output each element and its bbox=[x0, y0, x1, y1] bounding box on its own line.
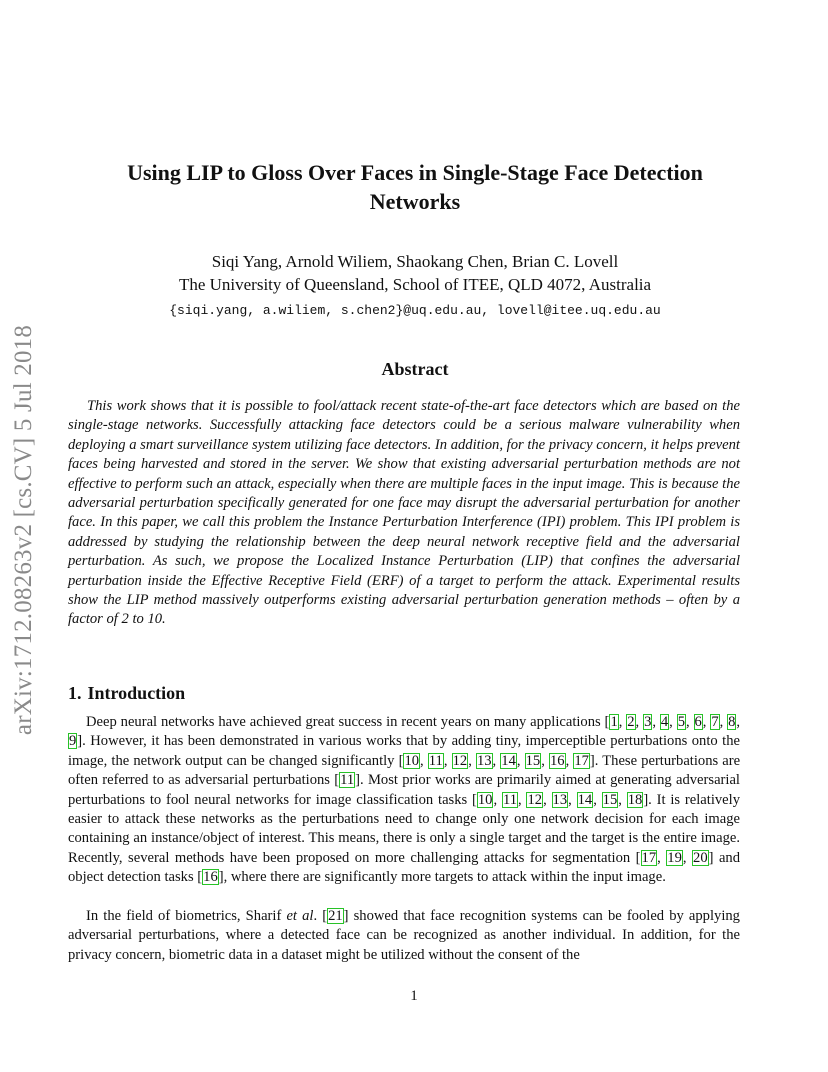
citation-group: 10, 11, 12, 13, 14, 15, 16, 17 bbox=[404, 752, 589, 769]
author-block bbox=[80, 250, 750, 296]
emphasis-et-al: et al bbox=[286, 908, 314, 924]
citation-link[interactable]: 19 bbox=[667, 849, 682, 866]
citation-group: 1, 2, 3, 4, 5, 6, 7, 8, 9 bbox=[69, 714, 741, 750]
abstract-text: This work shows that it is possible to fool/attack recent state-of-the-art face detectors which are based on the single-stage networks. Successfully attacking face detectors could be a serious malware vulnerability when deploying a smart surveillance system utilizing face detectors. In addition, for the privacy concern, it helps prevent faces being harvested and stored in the server. We show that existing adversarial perturbation methods are not effective to perform such an attack, especially when there are multiple faces in the input image. This is because the adversarial perturbation specifically generated for one face may disrupt the adversarial perturbation for another face. In this paper, we call this problem the Instance Perturbation Interference (IPI) problem. This IPI problem is addressed by studying the relationship between the deep neural network receptive field and the adversarial perturbation. As such, we propose the Localized Instance Perturbation (LIP) that confines the adversarial perturbation inside the Effective Receptive Field (ERF) of a target to perform the attack. Experimental results show the LIP method massively outperforms existing adversarial perturbation generation methods – often by a factor of 2 to 10. bbox=[68, 398, 740, 628]
citation-link[interactable]: 11 bbox=[340, 772, 355, 789]
citation-link[interactable]: 6 bbox=[694, 714, 702, 730]
section-heading-introduction bbox=[68, 681, 185, 705]
citation-link[interactable]: 14 bbox=[577, 791, 593, 808]
paragraph-text: Deep neural networks have achieved great success in recent years on many applications [ bbox=[86, 714, 610, 730]
citation-group bbox=[339, 772, 355, 788]
affiliation: The University of Queensland, School of ITEE, QLD 4072, Australia bbox=[178, 275, 652, 294]
citation-link[interactable]: 15 bbox=[525, 752, 541, 769]
citation-link[interactable]: 5 bbox=[677, 714, 685, 730]
section-number: 1. bbox=[68, 683, 82, 703]
citation-link[interactable]: 7 bbox=[711, 714, 719, 730]
citation-link[interactable]: 9 bbox=[69, 733, 77, 750]
citation-link[interactable]: 11 bbox=[502, 791, 517, 808]
citation-link[interactable]: 10 bbox=[404, 752, 420, 769]
citation-link[interactable]: 4 bbox=[660, 714, 669, 730]
section-title: Introduction bbox=[87, 683, 186, 703]
citation-link[interactable]: 18 bbox=[627, 791, 643, 808]
intro-paragraph-2 bbox=[68, 907, 740, 965]
citation-link[interactable]: 13 bbox=[476, 752, 492, 769]
citation-link[interactable]: 20 bbox=[693, 849, 708, 866]
citation-link[interactable]: 13 bbox=[552, 791, 568, 808]
author-names: Siqi Yang, Arnold Wiliem, Shaokang Chen, Brian C. Lovell bbox=[211, 252, 619, 271]
citation-link[interactable]: 2 bbox=[627, 714, 635, 730]
citation-group: 10, 11, 12, 13, 14, 15, 18 bbox=[477, 791, 643, 808]
author-emails: {siqi.yang, a.wiliem, s.chen2}@uq.edu.au, lovell@itee.uq.edu.au bbox=[169, 303, 661, 318]
paragraph-text: In the field of biometrics, Sharif bbox=[86, 908, 287, 924]
paragraph-text: ] showed that face recognition systems can be fooled by applying adversarial perturbations, where a detected face can be recognized as another individual. In addition, for the privacy concern, biometric data in a dataset might be utilized without the consent of the bbox=[68, 908, 740, 963]
paper-title: Using LIP to Gloss Over Faces in Single-Stage Face Detection Networks bbox=[127, 160, 703, 214]
arxiv-stamp bbox=[2, 300, 46, 760]
citation-link[interactable]: 11 bbox=[428, 752, 443, 769]
intro-paragraph-1 bbox=[68, 713, 740, 888]
citation-link[interactable]: 21 bbox=[328, 908, 343, 924]
paragraph-text: ] and object detection tasks [ bbox=[68, 849, 741, 886]
citation-link[interactable]: 17 bbox=[641, 849, 657, 866]
citation-link[interactable]: 8 bbox=[728, 714, 736, 730]
citation-link[interactable]: 16 bbox=[549, 752, 565, 769]
page-number: 1 bbox=[410, 988, 418, 1004]
citation-link[interactable]: 12 bbox=[527, 791, 543, 808]
paragraph-text: ]. It is relatively easier to attack these networks as the perturbations need to change only one network decision for each image containing an instance/object of interest. This means, there is only a single target and the target is the entire image. Recently, several methods have been proposed on more challenging attacks for segmentation [ bbox=[68, 791, 741, 866]
paragraph-text: . [ bbox=[313, 908, 328, 924]
citation-link[interactable]: 1 bbox=[610, 714, 618, 730]
citation-link[interactable]: 16 bbox=[203, 869, 218, 886]
citation-group bbox=[202, 869, 219, 885]
arxiv-identifier: arXiv:1712.08263v2 [cs.CV] 5 Jul 2018 bbox=[10, 324, 37, 736]
citation-group bbox=[327, 908, 344, 924]
citation-link[interactable]: 3 bbox=[644, 714, 652, 730]
citation-link[interactable]: 15 bbox=[602, 791, 618, 808]
citation-link[interactable]: 14 bbox=[501, 752, 516, 769]
citation-link[interactable]: 12 bbox=[452, 752, 468, 769]
paragraph-text: ], where there are significantly more targets to attack within the input image. bbox=[218, 869, 666, 886]
paragraph-text: ]. These perturbations are often referred to as adversarial perturbations [ bbox=[68, 752, 741, 789]
citation-link[interactable]: 10 bbox=[477, 791, 493, 808]
paragraph-text: ]. However, it has been demonstrated in various works that by adding tiny, imperceptible perturbations onto the image, the network output can be changed significantly [ bbox=[68, 733, 740, 769]
citation-link[interactable]: 17 bbox=[574, 752, 589, 769]
abstract-heading: Abstract bbox=[381, 359, 449, 379]
citation-group: 17, 19, 20 bbox=[641, 849, 708, 866]
paragraph-text: ]. Most prior works are primarily aimed at generating adversarial perturbations to fool neural networks for image classification tasks [ bbox=[68, 772, 740, 808]
